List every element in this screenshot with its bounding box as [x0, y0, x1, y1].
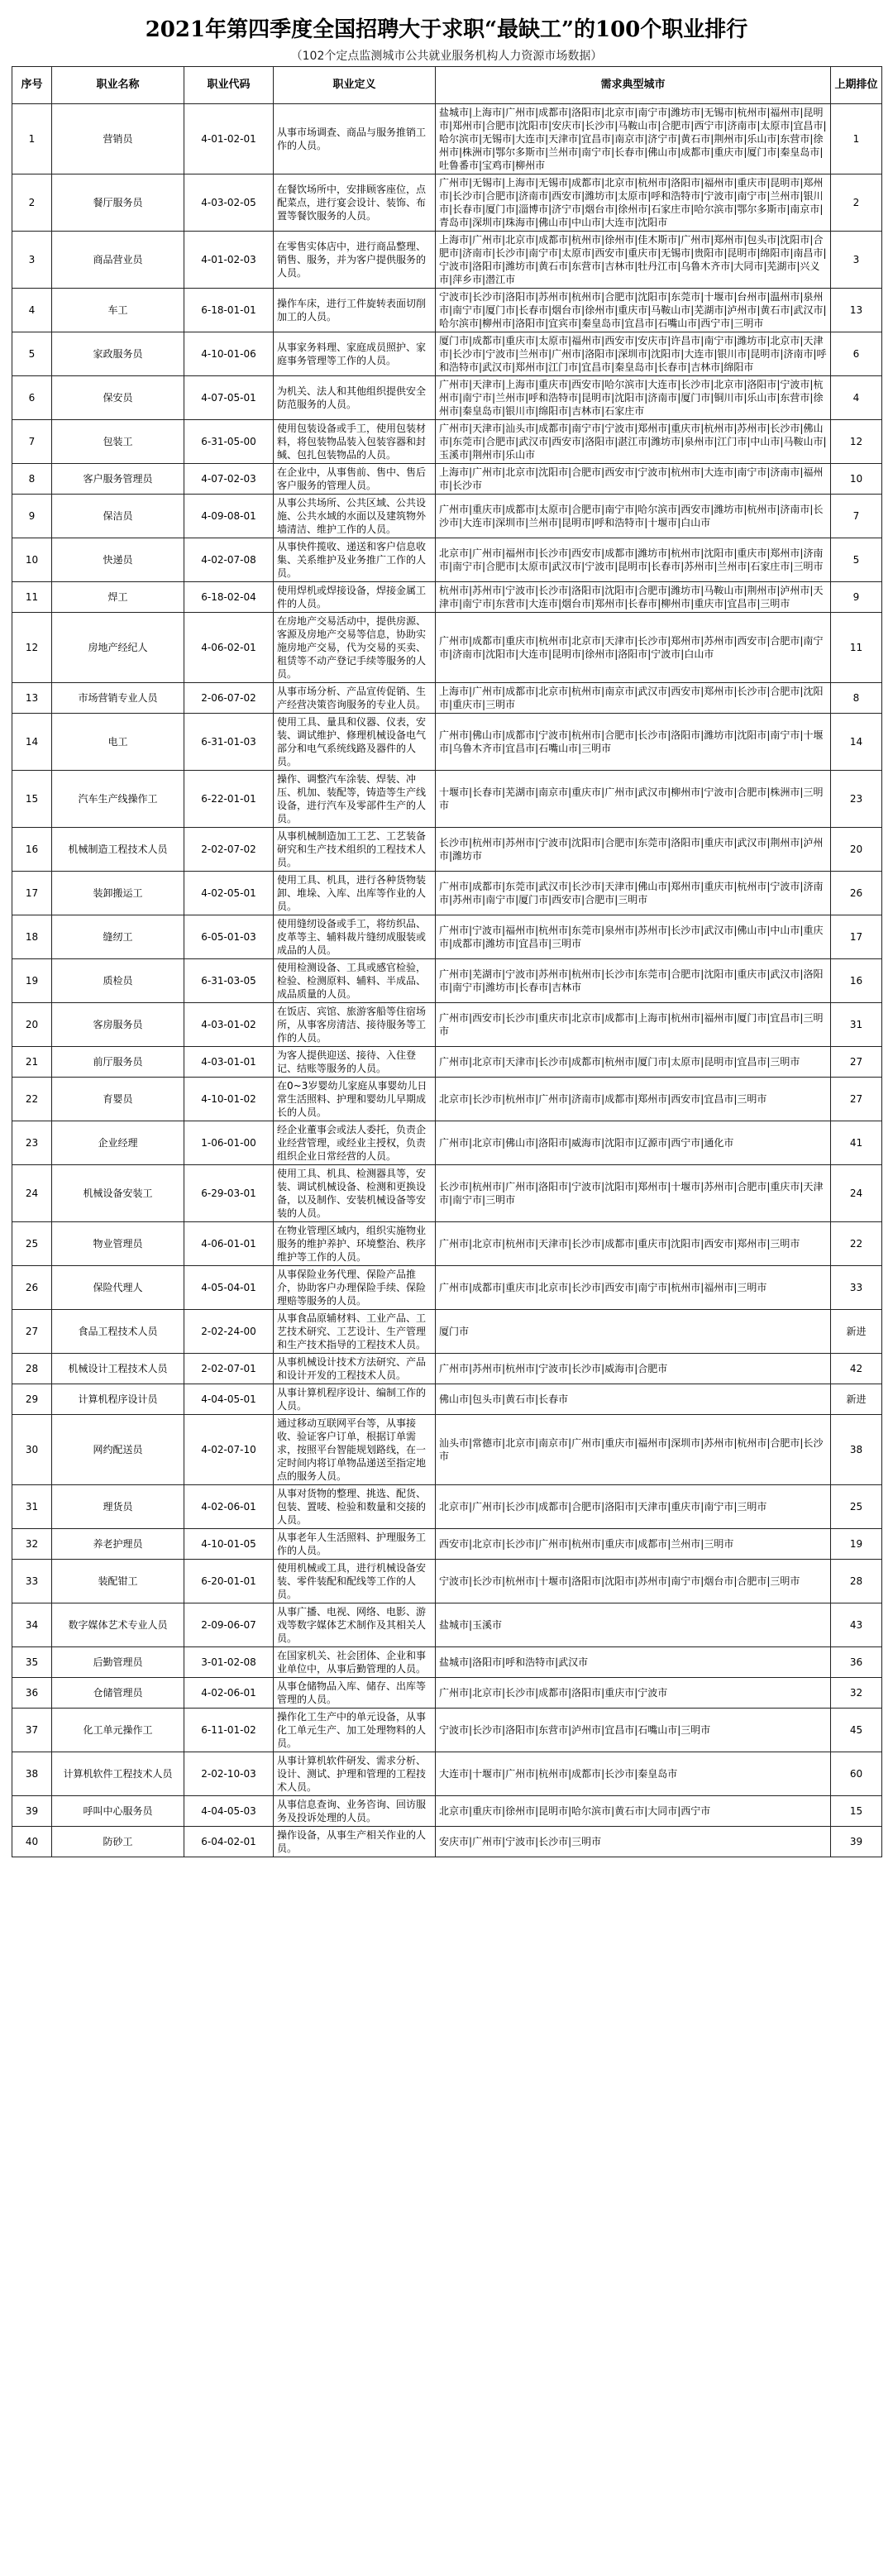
row-cities: 安庆市|广州市|宁波市|长沙市|三明市	[436, 1827, 831, 1857]
row-cities: 十堰市|长春市|芜湖市|南京市|重庆市|广州市|武汉市|柳州市|宁波市|合肥市|株洲市|三明市	[436, 771, 831, 828]
row-no: 17	[12, 872, 52, 915]
table-row	[12, 959, 882, 1003]
table-body	[12, 104, 882, 1857]
row-occupation-name: 育婴员	[52, 1078, 184, 1121]
row-no: 25	[12, 1222, 52, 1266]
row-no: 22	[12, 1078, 52, 1121]
row-occupation-name: 电工	[52, 714, 184, 771]
row-occupation-name: 装卸搬运工	[52, 872, 184, 915]
table-row	[12, 289, 882, 332]
row-cities: 上海市|广州市|北京市|沈阳市|合肥市|西安市|宁波市|杭州市|大连市|南宁市|济南市|福州市|长沙市	[436, 464, 831, 495]
row-occupation-code: 2-02-10-03	[184, 1752, 274, 1796]
row-occupation-name: 保洁员	[52, 495, 184, 538]
row-cities: 长沙市|杭州市|苏州市|宁波市|沈阳市|合肥市|东莞市|洛阳市|重庆市|武汉市|荆州市|泸州市|潍坊市	[436, 828, 831, 872]
row-occupation-name: 家政服务员	[52, 332, 184, 376]
row-prev-rank: 31	[831, 1003, 882, 1047]
row-occupation-code: 4-03-01-01	[184, 1047, 274, 1078]
row-occupation-code: 6-11-01-02	[184, 1709, 274, 1752]
row-definition: 使用工具、量具和仪器、仪表，安装、调试维护、修理机械设备电气部分和电气系统线路及器件的人员。	[274, 714, 436, 771]
row-no: 24	[12, 1165, 52, 1222]
row-occupation-code: 4-06-02-01	[184, 613, 274, 683]
row-prev-rank: 60	[831, 1752, 882, 1796]
row-definition: 操作设备，从事生产相关作业的人员。	[274, 1827, 436, 1857]
row-prev-rank: 23	[831, 771, 882, 828]
table-header	[12, 67, 882, 104]
row-occupation-code: 6-31-03-05	[184, 959, 274, 1003]
row-no: 28	[12, 1354, 52, 1384]
row-occupation-code: 4-01-02-01	[184, 104, 274, 174]
row-prev-rank: 2	[831, 174, 882, 232]
row-no: 30	[12, 1415, 52, 1485]
row-no: 14	[12, 714, 52, 771]
row-prev-rank: 14	[831, 714, 882, 771]
table-row	[12, 1827, 882, 1857]
row-prev-rank: 43	[831, 1603, 882, 1647]
row-occupation-name: 保安员	[52, 376, 184, 420]
row-no: 18	[12, 915, 52, 959]
row-occupation-code: 2-06-07-02	[184, 683, 274, 714]
table-row	[12, 828, 882, 872]
table-row	[12, 1354, 882, 1384]
row-definition: 使用焊机或焊接设备，焊接金属工件的人员。	[274, 582, 436, 613]
row-occupation-code: 6-18-02-04	[184, 582, 274, 613]
table-row	[12, 1003, 882, 1047]
column-header-definition: 职业定义	[274, 67, 436, 104]
row-occupation-code: 4-04-05-01	[184, 1384, 274, 1415]
row-occupation-code: 2-02-07-01	[184, 1354, 274, 1384]
row-no: 31	[12, 1485, 52, 1529]
row-definition: 从事市场调查、商品与服务推销工作的人员。	[274, 104, 436, 174]
row-occupation-name: 计算机程序设计员	[52, 1384, 184, 1415]
row-definition: 使用工具、机具、检测器具等，安装、调试机械设备、检测和更换设备，以及制作、安装机械设备等安装的人员。	[274, 1165, 436, 1222]
table-row	[12, 1078, 882, 1121]
row-cities: 广州市|无锡市|上海市|无锡市|成都市|北京市|杭州市|洛阳市|福州市|重庆市|昆明市|郑州市|长沙市|合肥市|济南市|西安市|潍坊市|太原市|呼和浩特市|宁波市|南宁市|兰州市|银川市|长春市|厦门市|淄博市|济宁市|烟台市|徐州市|石家庄市|哈尔滨市|鄂尔多斯市|南京市|青岛市|深圳市|珠海市|佛山市|中山市|大连市|沈阳市	[436, 174, 831, 232]
row-occupation-name: 餐厅服务员	[52, 174, 184, 232]
row-cities: 广州市|苏州市|杭州市|宁波市|长沙市|威海市|合肥市	[436, 1354, 831, 1384]
row-no: 2	[12, 174, 52, 232]
row-no: 21	[12, 1047, 52, 1078]
column-header-prev-rank: 上期排位	[831, 67, 882, 104]
row-prev-rank: 41	[831, 1121, 882, 1165]
row-cities: 广州市|宁波市|福州市|杭州市|东莞市|泉州市|苏州市|长沙市|武汉市|佛山市|中山市|重庆市|成都市|潍坊市|宜昌市|三明市	[436, 915, 831, 959]
row-definition: 在房地产交易活动中，提供房源、客源及房地产交易等信息，协助实施房地产交易，代为交易的买卖、租赁等不动产登记手续等服务的人员。	[274, 613, 436, 683]
row-cities: 汕头市|常德市|北京市|南京市|广州市|重庆市|福州市|深圳市|苏州市|杭州市|合肥市|长沙市	[436, 1415, 831, 1485]
table-row	[12, 1603, 882, 1647]
row-occupation-code: 4-03-02-05	[184, 174, 274, 232]
table-row	[12, 376, 882, 420]
table-row	[12, 1384, 882, 1415]
row-cities: 北京市|广州市|福州市|长沙市|西安市|成都市|潍坊市|杭州市|沈阳市|重庆市|郑州市|济南市|南宁市|合肥市|太原市|武汉市|宁波市|昆明市|长春市|苏州市|兰州市|石家庄市|三明市	[436, 538, 831, 582]
row-prev-rank: 38	[831, 1415, 882, 1485]
row-cities: 盐城市|玉溪市	[436, 1603, 831, 1647]
row-definition: 从事机械设计技术方法研究、产品和设计开发的工程技术人员。	[274, 1354, 436, 1384]
row-cities: 广州市|成都市|重庆市|杭州市|北京市|天津市|长沙市|郑州市|苏州市|西安市|合肥市|南宁市|济南市|沈阳市|大连市|昆明市|徐州市|洛阳市|宁波市|白山市	[436, 613, 831, 683]
row-occupation-name: 理货员	[52, 1485, 184, 1529]
table-row	[12, 174, 882, 232]
column-header-name: 职业名称	[52, 67, 184, 104]
row-definition: 从事计算机软件研发、需求分析、设计、测试、护理和管理的工程技术人员。	[274, 1752, 436, 1796]
table-row	[12, 538, 882, 582]
row-definition: 从事计算机程序设计、编制工作的人员。	[274, 1384, 436, 1415]
row-occupation-name: 快递员	[52, 538, 184, 582]
row-occupation-code: 4-07-05-01	[184, 376, 274, 420]
row-occupation-code: 6-31-05-00	[184, 420, 274, 464]
row-occupation-code: 6-05-01-03	[184, 915, 274, 959]
row-occupation-code: 6-31-01-03	[184, 714, 274, 771]
row-occupation-code: 4-03-01-02	[184, 1003, 274, 1047]
column-header-no: 序号	[12, 67, 52, 104]
row-occupation-name: 包装工	[52, 420, 184, 464]
row-occupation-code: 4-09-08-01	[184, 495, 274, 538]
row-no: 15	[12, 771, 52, 828]
table-row	[12, 1796, 882, 1827]
row-no: 12	[12, 613, 52, 683]
row-occupation-code: 3-01-02-08	[184, 1647, 274, 1678]
row-occupation-code: 6-04-02-01	[184, 1827, 274, 1857]
row-occupation-code: 4-07-02-03	[184, 464, 274, 495]
row-occupation-code: 4-01-02-03	[184, 232, 274, 289]
row-definition: 从事保险业务代理、保险产品推介，协助客户办理保险手续、保险理赔等服务的人员。	[274, 1266, 436, 1310]
row-occupation-code: 6-20-01-01	[184, 1560, 274, 1603]
row-prev-rank: 8	[831, 683, 882, 714]
row-occupation-code: 4-02-06-01	[184, 1678, 274, 1709]
row-cities: 宁波市|长沙市|洛阳市|东营市|泸州市|宜昌市|石嘴山市|三明市	[436, 1709, 831, 1752]
row-definition: 在零售实体店中，进行商品整理、销售、服务，并为客户提供服务的人员。	[274, 232, 436, 289]
row-definition: 从事食品原辅材料、工业产品、工艺技术研究、工艺设计、生产管理和生产技术指导的工程技术人员。	[274, 1310, 436, 1354]
row-occupation-name: 客户服务管理员	[52, 464, 184, 495]
row-prev-rank: 27	[831, 1078, 882, 1121]
row-definition: 为客人提供迎送、接待、入住登记、结账等服务的人员。	[274, 1047, 436, 1078]
row-prev-rank: 26	[831, 872, 882, 915]
row-cities: 广州市|成都市|重庆市|北京市|长沙市|西安市|南宁市|杭州市|福州市|三明市	[436, 1266, 831, 1310]
row-prev-rank: 20	[831, 828, 882, 872]
row-occupation-code: 4-02-07-10	[184, 1415, 274, 1485]
row-no: 5	[12, 332, 52, 376]
row-definition: 在餐饮场所中，安排顾客座位，点配菜点，进行宴会设计、装饰、布置等餐饮服务的人员。	[274, 174, 436, 232]
row-occupation-name: 物业管理员	[52, 1222, 184, 1266]
row-cities: 北京市|广州市|长沙市|成都市|合肥市|洛阳市|天津市|重庆市|南宁市|三明市	[436, 1485, 831, 1529]
row-occupation-code: 4-05-04-01	[184, 1266, 274, 1310]
row-occupation-name: 企业经理	[52, 1121, 184, 1165]
row-no: 16	[12, 828, 52, 872]
row-no: 20	[12, 1003, 52, 1047]
row-prev-rank: 17	[831, 915, 882, 959]
row-no: 40	[12, 1827, 52, 1857]
row-occupation-code: 4-10-01-02	[184, 1078, 274, 1121]
row-occupation-code: 4-10-01-06	[184, 332, 274, 376]
row-prev-rank: 24	[831, 1165, 882, 1222]
row-no: 10	[12, 538, 52, 582]
row-prev-rank: 7	[831, 495, 882, 538]
row-cities: 厦门市	[436, 1310, 831, 1354]
row-cities: 广州市|西安市|长沙市|重庆市|北京市|成都市|上海市|杭州市|福州市|厦门市|宜昌市|三明市	[436, 1003, 831, 1047]
table-row	[12, 495, 882, 538]
row-no: 9	[12, 495, 52, 538]
row-definition: 在企业中，从事售前、售中、售后客户服务的管理人员。	[274, 464, 436, 495]
row-definition: 从事仓储物品入库、储存、出库等管理的人员。	[274, 1678, 436, 1709]
row-prev-rank: 11	[831, 613, 882, 683]
row-occupation-code: 4-06-01-01	[184, 1222, 274, 1266]
row-definition: 在0~3岁婴幼儿家庭从事婴幼儿日常生活照料、护理和婴幼儿早期成长的人员。	[274, 1078, 436, 1121]
row-occupation-name: 机械制造工程技术人员	[52, 828, 184, 872]
row-prev-rank: 13	[831, 289, 882, 332]
row-occupation-name: 计算机软件工程技术人员	[52, 1752, 184, 1796]
row-no: 19	[12, 959, 52, 1003]
table-row	[12, 1310, 882, 1354]
row-occupation-name: 呼叫中心服务员	[52, 1796, 184, 1827]
table-row	[12, 1485, 882, 1529]
table-row	[12, 464, 882, 495]
row-definition: 从事家务料理、家庭成员照护、家庭事务管理等工作的人员。	[274, 332, 436, 376]
row-definition: 从事对货物的整理、挑选、配货、包装、置唛、检验和数量和交接的人员。	[274, 1485, 436, 1529]
row-definition: 从事广播、电视、网络、电影、游戏等数字媒体艺术制作及其相关人员。	[274, 1603, 436, 1647]
row-occupation-name: 车工	[52, 289, 184, 332]
row-occupation-code: 1-06-01-00	[184, 1121, 274, 1165]
row-occupation-name: 缝纫工	[52, 915, 184, 959]
table-row	[12, 714, 882, 771]
row-cities: 北京市|重庆市|徐州市|昆明市|哈尔滨市|黄石市|大同市|西宁市	[436, 1796, 831, 1827]
row-prev-rank: 19	[831, 1529, 882, 1560]
row-occupation-name: 市场营销专业人员	[52, 683, 184, 714]
row-occupation-name: 商品营业员	[52, 232, 184, 289]
table-row	[12, 1560, 882, 1603]
row-prev-rank: 42	[831, 1354, 882, 1384]
ranking-table	[12, 66, 882, 1857]
row-no: 37	[12, 1709, 52, 1752]
row-occupation-name: 机械设计工程技术人员	[52, 1354, 184, 1384]
row-cities: 广州市|佛山市|成都市|宁波市|杭州市|合肥市|长沙市|洛阳市|潍坊市|沈阳市|南宁市|十堰市|乌鲁木齐市|宜昌市|石嘴山市|三明市	[436, 714, 831, 771]
row-occupation-name: 仓储管理员	[52, 1678, 184, 1709]
row-prev-rank: 新进	[831, 1384, 882, 1415]
row-occupation-name: 汽车生产线操作工	[52, 771, 184, 828]
table-row	[12, 1678, 882, 1709]
row-cities: 广州市|天津市|上海市|重庆市|西安市|哈尔滨市|大连市|长沙市|北京市|洛阳市|宁波市|杭州市|南宁市|兰州市|呼和浩特市|昆明市|沈阳市|济南市|厦门市|铜川市|乐山市|东营市|徐州市|秦皇岛市|银川市|绵阳市|吉林市|石家庄市	[436, 376, 831, 420]
page-title: 2021年第四季度全国招聘大于求职“最缺工”的100个职业排行	[145, 17, 748, 42]
row-cities: 北京市|长沙市|杭州市|广州市|济南市|成都市|郑州市|西安市|宜昌市|三明市	[436, 1078, 831, 1121]
row-definition: 从事机械制造加工工艺、工艺装备研究和生产技术组织的工程技术人员。	[274, 828, 436, 872]
row-cities: 盐城市|上海市|广州市|成都市|洛阳市|北京市|南宁市|潍坊市|无锡市|杭州市|福州市|昆明市|郑州市|合肥市|沈阳市|安庆市|长沙市|马鞍山市|合肥市|西宁市|济南市|太原市|宜昌市|哈尔滨市|无锡市|大连市|天津市|宜昌市|南京市|济宁市|黄石市|荆州市|乐山市|东营市|徐州市|株洲市|鄂尔多斯市|兰州市|南宁市|长春市|佛山市|成都市|重庆市|厦门市|秦皇岛市|吐鲁番市|宝鸡市|柳州市	[436, 104, 831, 174]
row-occupation-name: 前厅服务员	[52, 1047, 184, 1078]
row-prev-rank: 9	[831, 582, 882, 613]
row-definition: 在国家机关、社会团体、企业和事业单位中，从事后勤管理的人员。	[274, 1647, 436, 1678]
row-no: 8	[12, 464, 52, 495]
row-cities: 上海市|广州市|成都市|北京市|杭州市|南京市|武汉市|西安市|郑州市|长沙市|合肥市|沈阳市|重庆市|三明市	[436, 683, 831, 714]
row-definition: 操作化工生产中的单元设备，从事化工单元生产、加工处理物料的人员。	[274, 1709, 436, 1752]
row-cities: 西安市|北京市|长沙市|广州市|杭州市|重庆市|成都市|兰州市|三明市	[436, 1529, 831, 1560]
row-definition: 使用缝纫设备或手工，将纺织品、皮革等主、辅料裁片缝纫成服装或成品的人员。	[274, 915, 436, 959]
row-prev-rank: 33	[831, 1266, 882, 1310]
row-occupation-name: 化工单元操作工	[52, 1709, 184, 1752]
row-no: 38	[12, 1752, 52, 1796]
row-cities: 广州市|重庆市|成都市|太原市|合肥市|南宁市|哈尔滨市|西安市|潍坊市|杭州市|济南市|长沙市|大连市|深圳市|兰州市|昆明市|呼和浩特市|十堰市|白山市	[436, 495, 831, 538]
table-row	[12, 1165, 882, 1222]
row-prev-rank: 25	[831, 1485, 882, 1529]
row-cities: 佛山市|包头市|黄石市|长春市	[436, 1384, 831, 1415]
row-no: 6	[12, 376, 52, 420]
row-no: 1	[12, 104, 52, 174]
row-prev-rank: 10	[831, 464, 882, 495]
row-cities: 广州市|北京市|天津市|长沙市|成都市|杭州市|厦门市|太原市|昆明市|宜昌市|三明市	[436, 1047, 831, 1078]
table-row	[12, 771, 882, 828]
row-occupation-name: 网约配送员	[52, 1415, 184, 1485]
row-definition: 从事快件揽收、递送和客户信息收集、关系维护及业务推广工作的人员。	[274, 538, 436, 582]
row-occupation-name: 装配钳工	[52, 1560, 184, 1603]
table-row	[12, 915, 882, 959]
row-occupation-name: 机械设备安装工	[52, 1165, 184, 1222]
row-occupation-code: 4-02-05-01	[184, 872, 274, 915]
table-row	[12, 332, 882, 376]
row-prev-rank: 12	[831, 420, 882, 464]
row-occupation-name: 后勤管理员	[52, 1647, 184, 1678]
row-occupation-name: 营销员	[52, 104, 184, 174]
page-subtitle: （102个定点监测城市公共就业服务机构人力资源市场数据）	[290, 50, 603, 63]
table-row	[12, 232, 882, 289]
table-row	[12, 1529, 882, 1560]
row-cities: 厦门市|成都市|重庆市|太原市|福州市|西安市|安庆市|许昌市|南宁市|潍坊市|北京市|天津市|长沙市|宁波市|兰州市|广州市|洛阳市|深圳市|沈阳市|大连市|银川市|昆明市|济南市|呼和浩特市|武汉市|郑州市|江门市|宜昌市|秦皇岛市|长春市|吉林市|绵阳市	[436, 332, 831, 376]
row-prev-rank: 32	[831, 1678, 882, 1709]
row-occupation-name: 质检员	[52, 959, 184, 1003]
row-occupation-code: 4-10-01-05	[184, 1529, 274, 1560]
row-definition: 操作车床，进行工件旋转表面切削加工的人员。	[274, 289, 436, 332]
table-row	[12, 1752, 882, 1796]
row-no: 35	[12, 1647, 52, 1678]
row-occupation-code: 6-22-01-01	[184, 771, 274, 828]
row-occupation-name: 房地产经纪人	[52, 613, 184, 683]
row-occupation-name: 客房服务员	[52, 1003, 184, 1047]
row-prev-rank: 1	[831, 104, 882, 174]
row-prev-rank: 15	[831, 1796, 882, 1827]
row-occupation-name: 焊工	[52, 582, 184, 613]
row-occupation-code: 4-04-05-03	[184, 1796, 274, 1827]
row-cities: 广州市|北京市|杭州市|天津市|长沙市|成都市|重庆市|沈阳市|西安市|郑州市|三明市	[436, 1222, 831, 1266]
row-prev-rank: 5	[831, 538, 882, 582]
row-cities: 广州市|成都市|东莞市|武汉市|长沙市|天津市|佛山市|郑州市|重庆市|杭州市|宁波市|济南市|苏州市|南宁市|厦门市|西安市|合肥市|三明市	[436, 872, 831, 915]
row-prev-rank: 45	[831, 1709, 882, 1752]
row-definition: 为机关、法人和其他组织提供安全防范服务的人员。	[274, 376, 436, 420]
row-occupation-code: 2-02-24-00	[184, 1310, 274, 1354]
row-no: 7	[12, 420, 52, 464]
row-definition: 经企业董事会或法人委托，负责企业经营管理，或经业主授权，负责组织企业日常经营的人员。	[274, 1121, 436, 1165]
row-occupation-code: 4-02-06-01	[184, 1485, 274, 1529]
row-cities: 广州市|北京市|长沙市|成都市|洛阳市|重庆市|宁波市	[436, 1678, 831, 1709]
row-no: 32	[12, 1529, 52, 1560]
row-definition: 使用检测设备、工具或感官检验，检验、检测原料、辅料、半成品、成品质量的人员。	[274, 959, 436, 1003]
row-prev-rank: 3	[831, 232, 882, 289]
row-cities: 盐城市|洛阳市|呼和浩特市|武汉市	[436, 1647, 831, 1678]
row-no: 36	[12, 1678, 52, 1709]
table-row	[12, 683, 882, 714]
row-prev-rank: 4	[831, 376, 882, 420]
row-no: 34	[12, 1603, 52, 1647]
row-occupation-code: 6-18-01-01	[184, 289, 274, 332]
row-no: 27	[12, 1310, 52, 1354]
row-no: 13	[12, 683, 52, 714]
row-no: 3	[12, 232, 52, 289]
row-no: 29	[12, 1384, 52, 1415]
row-no: 33	[12, 1560, 52, 1603]
row-no: 26	[12, 1266, 52, 1310]
row-prev-rank: 28	[831, 1560, 882, 1603]
row-prev-rank: 39	[831, 1827, 882, 1857]
row-occupation-name: 保险代理人	[52, 1266, 184, 1310]
row-definition: 从事市场分析、产品宣传促销、生产经营决策咨询服务的专业人员。	[274, 683, 436, 714]
row-definition: 使用机械或工具，进行机械设备安装、零件装配和配线等工作的人员。	[274, 1560, 436, 1603]
row-no: 23	[12, 1121, 52, 1165]
table-row	[12, 104, 882, 174]
row-prev-rank: 27	[831, 1047, 882, 1078]
row-occupation-code: 4-02-07-08	[184, 538, 274, 582]
row-occupation-code: 2-02-07-02	[184, 828, 274, 872]
row-occupation-name: 数字媒体艺术专业人员	[52, 1603, 184, 1647]
row-definition: 通过移动互联网平台等，从事接收、验证客户订单，根据订单需求，按照平台智能规划路线，在一定时间内将订单物品递送至指定地点的服务人员。	[274, 1415, 436, 1485]
row-definition: 从事公共场所、公共区域、公共设施、公共水域的水面以及建筑物外墙清洁、维护工作的人员。	[274, 495, 436, 538]
row-prev-rank: 16	[831, 959, 882, 1003]
row-definition: 使用工具、机具，进行各种货物装卸、堆垛、入库、出库等作业的人员。	[274, 872, 436, 915]
row-occupation-code: 2-09-06-07	[184, 1603, 274, 1647]
row-occupation-name: 防砂工	[52, 1827, 184, 1857]
row-no: 11	[12, 582, 52, 613]
table-row	[12, 1121, 882, 1165]
row-cities: 广州市|芜湖市|宁波市|苏州市|杭州市|长沙市|东莞市|合肥市|沈阳市|重庆市|武汉市|洛阳市|南宁市|潍坊市|长春市|吉林市	[436, 959, 831, 1003]
row-no: 39	[12, 1796, 52, 1827]
column-header-cities: 需求典型城市	[436, 67, 831, 104]
row-occupation-name: 养老护理员	[52, 1529, 184, 1560]
row-prev-rank: 6	[831, 332, 882, 376]
table-row	[12, 582, 882, 613]
row-prev-rank: 36	[831, 1647, 882, 1678]
table-row	[12, 872, 882, 915]
table-row	[12, 613, 882, 683]
table-row	[12, 1266, 882, 1310]
row-prev-rank: 新进	[831, 1310, 882, 1354]
row-cities: 广州市|北京市|佛山市|洛阳市|威海市|沈阳市|辽源市|西宁市|通化市	[436, 1121, 831, 1165]
row-cities: 上海市|广州市|北京市|成都市|杭州市|徐州市|佳木斯市|广州市|郑州市|包头市|沈阳市|合肥市|济南市|长沙市|南宁市|太原市|西安市|重庆市|无锡市|贵阳市|昆明市|绵阳市|南昌市|宁波市|洛阳市|潍坊市|黄石市|东营市|吉林市|牡丹江市|乌鲁木齐市|大同市|芜湖市|兴义市|萍乡市|潜江市	[436, 232, 831, 289]
row-cities: 广州市|天津市|汕头市|成都市|南宁市|宁波市|郑州市|重庆市|杭州市|苏州市|长沙市|佛山市|东莞市|合肥市|武汉市|西安市|洛阳市|湛江市|潍坊市|泉州市|江门市|中山市|马鞍山市|玉溪市|荆州市|乐山市	[436, 420, 831, 464]
row-definition: 操作、调整汽车涂装、焊装、冲压、机加、装配等，铸造等生产线设备，进行汽车及零部件生产的人员。	[274, 771, 436, 828]
row-definition: 使用包装设备或手工，使用包装材料，将包装物品装入包装容器和封缄、包扎包装物品的人员。	[274, 420, 436, 464]
row-definition: 从事老年人生活照料、护理服务工作的人员。	[274, 1529, 436, 1560]
table-row	[12, 1047, 882, 1078]
row-cities: 长沙市|杭州市|广州市|洛阳市|宁波市|沈阳市|郑州市|十堰市|苏州市|合肥市|重庆市|天津市|南宁市|三明市	[436, 1165, 831, 1222]
table-row	[12, 1415, 882, 1485]
row-prev-rank: 22	[831, 1222, 882, 1266]
row-cities: 宁波市|长沙市|洛阳市|苏州市|杭州市|合肥市|沈阳市|东莞市|十堰市|台州市|温州市|泉州市|南宁市|厦门市|长春市|烟台市|徐州市|重庆市|马鞍山市|芜湖市|泸州市|黄石市|武汉市|哈尔滨市|柳州市|洛阳市|宜宾市|秦皇岛市|宜昌市|石嘴山市|西宁市|三明市	[436, 289, 831, 332]
row-cities: 杭州市|苏州市|宁波市|长沙市|洛阳市|沈阳市|合肥市|潍坊市|马鞍山市|荆州市|泸州市|天津市|南宁市|东营市|大连市|烟台市|郑州市|长春市|柳州市|重庆市|宜昌市|三明市	[436, 582, 831, 613]
table-row	[12, 420, 882, 464]
row-occupation-name: 食品工程技术人员	[52, 1310, 184, 1354]
column-header-code: 职业代码	[184, 67, 274, 104]
row-no: 4	[12, 289, 52, 332]
row-cities: 大连市|十堰市|广州市|杭州市|成都市|长沙市|秦皇岛市	[436, 1752, 831, 1796]
row-definition: 从事信息查询、业务咨询、回访服务及投诉处理的人员。	[274, 1796, 436, 1827]
table-row	[12, 1647, 882, 1678]
table-row	[12, 1709, 882, 1752]
row-definition: 在饭店、宾馆、旅游客船等住宿场所，从事客房清洁、接待服务等工作的人员。	[274, 1003, 436, 1047]
row-cities: 宁波市|长沙市|杭州市|十堰市|洛阳市|沈阳市|苏州市|南宁市|烟台市|合肥市|三明市	[436, 1560, 831, 1603]
table-row	[12, 1222, 882, 1266]
row-occupation-code: 6-29-03-01	[184, 1165, 274, 1222]
row-definition: 在物业管理区域内，组织实施物业服务的维护养护、环境整治、秩序维护等工作的人员。	[274, 1222, 436, 1266]
